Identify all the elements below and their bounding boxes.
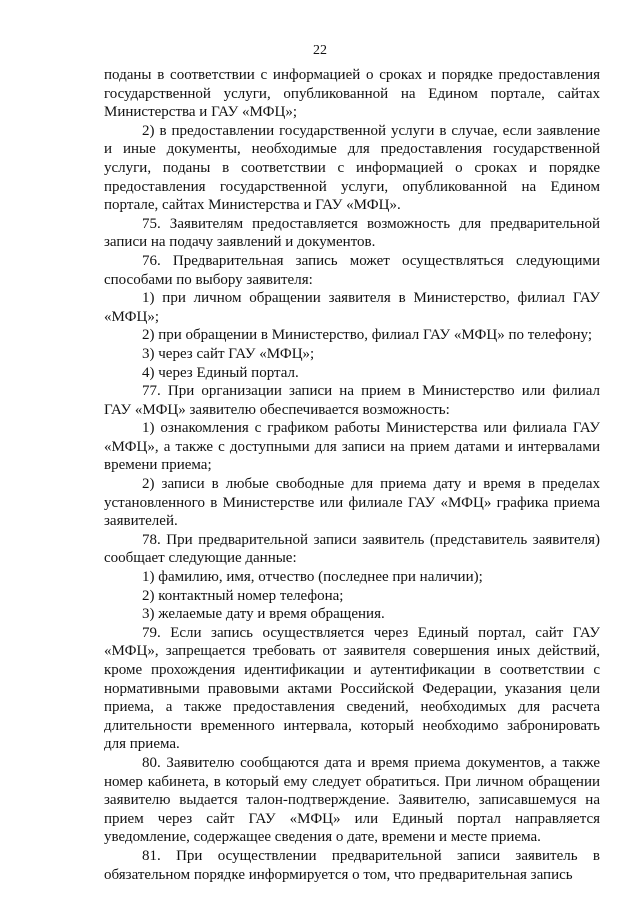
paragraph: 3) желаемые дату и время обращения. <box>142 606 385 623</box>
paragraph: 2) в предоставлении государственной услуги в случае, если заявление и иные документы, необходимые для предоставления государственной услуги, поданы в соответствии с информацией о сроках и порядке предоставления государственной услуги, опубликованной на Едином портале, сайтах Министерства и ГАУ «МФЦ». <box>104 122 600 214</box>
page-number: 22 <box>313 43 327 58</box>
paragraph: 1) при личном обращении заявителя в Министерство, филиал ГАУ «МФЦ»; <box>104 290 600 325</box>
paragraph: 1) ознакомления с графиком работы Министерства или филиала ГАУ «МФЦ», а также с доступными для записи на прием датами и интервалами времени приема; <box>104 420 600 474</box>
paragraph: 79. Если запись осуществляется через Единый портал, сайт ГАУ «МФЦ», запрещается требовать от заявителя совершения иных действий, кроме прохождения идентификации и аутентификации в соответствии с нормативными правовыми актами Российской Федерации, указания цели приема, а также предоставления сведений, необходимых для расчета длительности временного интервала, который необходимо забронировать для приема. <box>104 624 600 753</box>
paragraph: 4) через Единый портал. <box>142 364 299 381</box>
paragraph: 76. Предварительная запись может осуществляться следующими способами по выбору заявителя: <box>104 252 600 288</box>
paragraph: 78. При предварительной записи заявитель (представитель заявителя) сообщает следующие данные: <box>104 531 600 567</box>
paragraph: 81. При осуществлении предварительной записи заявитель в обязательном порядке информируется о том, что предварительная запись <box>104 847 600 883</box>
paragraph: поданы в соответствии с информацией о сроках и порядке предоставления государственной услуги, опубликованной на Едином портале, сайтах Министерства и ГАУ «МФЦ»; <box>104 67 600 121</box>
document-body <box>104 66 600 884</box>
paragraph: 2) записи в любые свободные для приема дату и время в пределах установленного в Министерстве или филиале ГАУ «МФЦ» графика приема заявителей. <box>104 476 600 530</box>
paragraph: 3) через сайт ГАУ «МФЦ»; <box>142 345 315 362</box>
paragraph: 75. Заявителям предоставляется возможность для предварительной записи на подачу заявлений и документов. <box>104 215 600 251</box>
paragraph: 2) при обращении в Министерство, филиал ГАУ «МФЦ» по телефону; <box>142 327 593 344</box>
paragraph: 80. Заявителю сообщаются дата и время приема документов, а также номер кабинета, в который ему следует обратиться. При личном обращении заявителю выдается талон-подтверждение. Заявителю, записавшемуся на прием через сайт ГАУ «МФЦ» или Единый портал направляется уведомление, содержащее сведения о дате, времени и месте приема. <box>104 754 600 846</box>
paragraph: 2) контактный номер телефона; <box>142 587 344 604</box>
paragraph: 1) фамилию, имя, отчество (последнее при наличии); <box>142 569 483 586</box>
paragraph: 77. При организации записи на прием в Министерство или филиал ГАУ «МФЦ» заявителю обеспечивается возможность: <box>104 383 600 418</box>
